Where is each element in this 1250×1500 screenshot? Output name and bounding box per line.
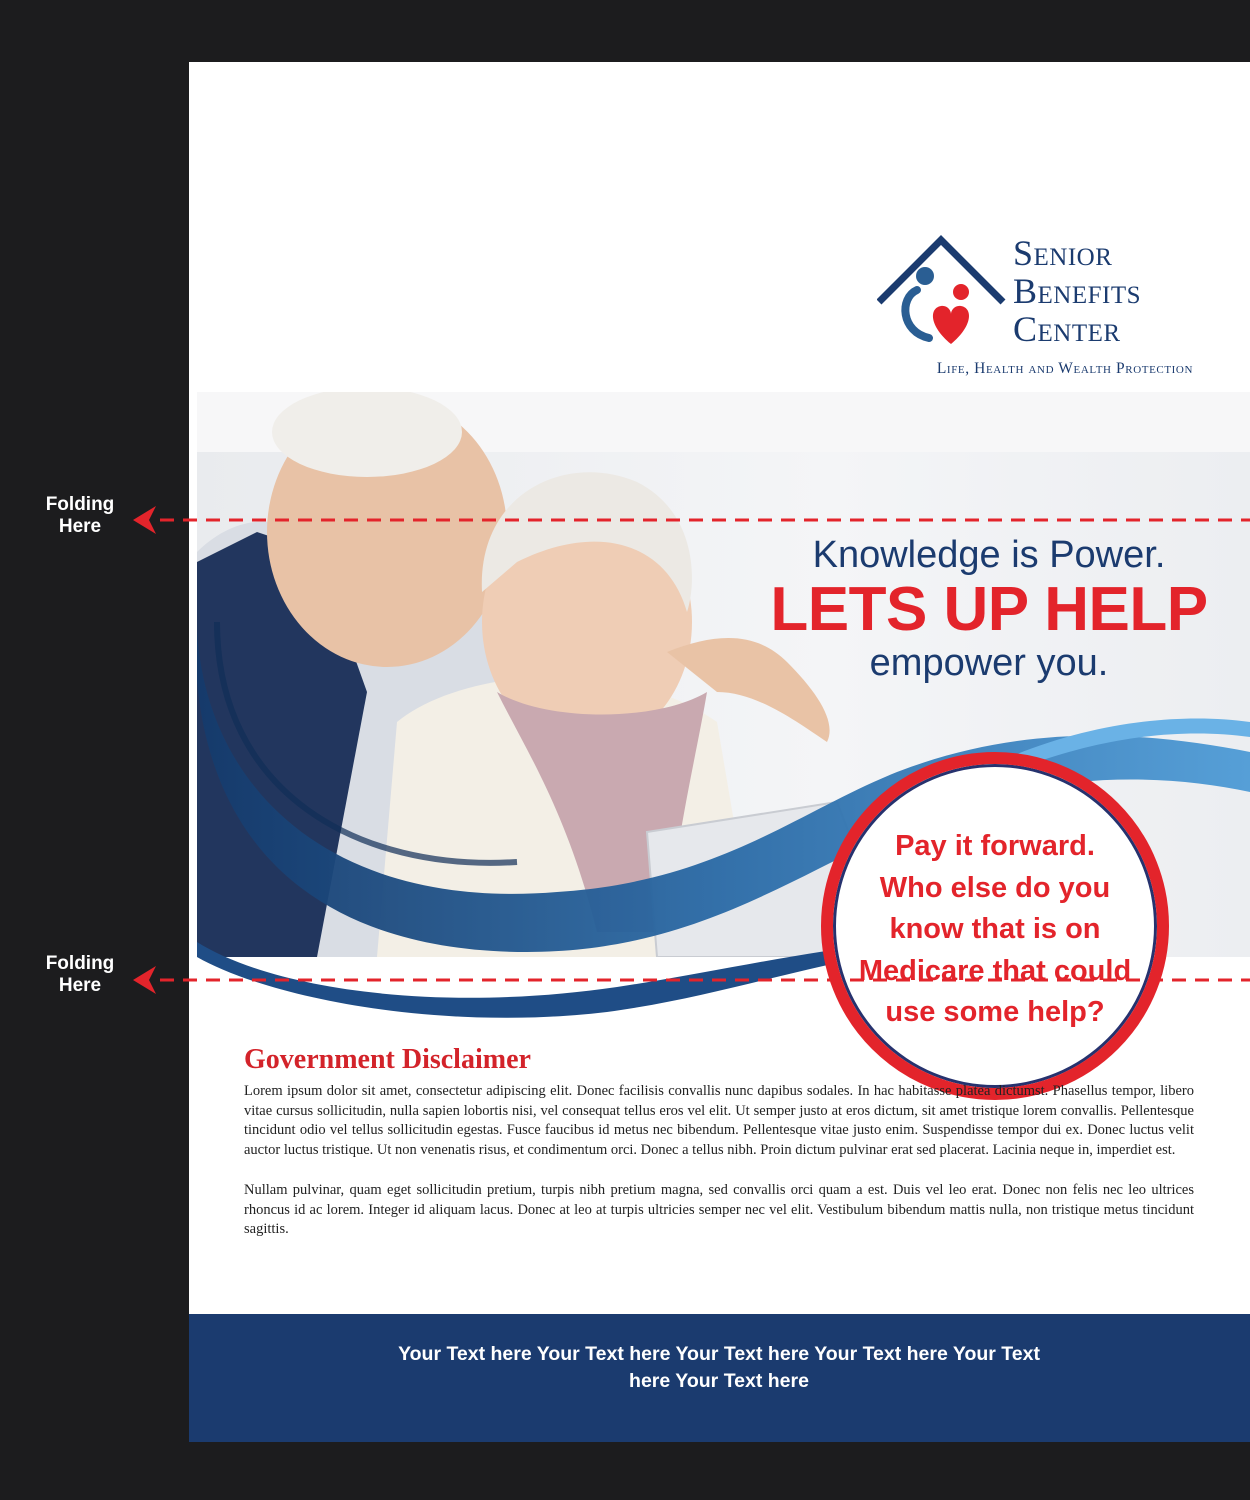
callout-line-2: Who else do you — [879, 871, 1111, 904]
fold-line-top — [133, 506, 1250, 534]
footer-text: Your Text here Your Text here Your Text here Your Text here Your Text here Your Text here — [398, 1343, 1040, 1392]
fold-line-bottom — [133, 966, 1250, 994]
headline-line-1: Knowledge is Power. — [812, 534, 1166, 576]
disclaimer-paragraph-1: Lorem ipsum dolor sit amet, consectetur adipiscing elit. Donec facilisis convallis nunc dapibus sodales. In hac habitasse platea dictumst. Phasellus tempor, libero vitae cursus sollicitudin, nulla sapien lobortis nisi, vel consequat tellus eros vel elit. Ut semper justo at eros dictum, sit amet tristique lorem convallis. Pellentesque tincidunt odio vel tellus sollicitudin egestas. Fusce faucibus id metus nec bibendum. Pellentesque vitae justo enim. Suspendisse tempor dui ex. Donec luctus velit auctor luctus tristique. Ut non venenatis risus, et condimentum orci. Donec a tellus nibh. Proin dictum pulvinar erat sed placerat. Lacinia neque in, imperdiet est. — [244, 1083, 1194, 1158]
fold-label-line2: Here — [58, 516, 102, 537]
disclaimer-title: Government Disclaimer — [244, 1044, 531, 1075]
fold-arrow-icon — [133, 966, 156, 994]
fold-label-line1: Folding — [45, 494, 115, 515]
fold-label-line2: Here — [58, 975, 102, 996]
logo-line-3: Center — [1013, 309, 1121, 349]
callout-line-3: know that is on — [889, 913, 1101, 945]
callout-line-4: Medicare that could — [858, 954, 1132, 987]
callout-line-1: Pay it forward. — [895, 830, 1095, 862]
headline-line-3: empower you. — [869, 642, 1109, 684]
headline-line-2: LETS UP HELP — [770, 575, 1208, 644]
fold-label-line1: Folding — [45, 953, 115, 974]
fold-arrow-icon — [133, 506, 156, 534]
logo-line-2: Benefits — [1013, 271, 1142, 311]
callout-line-5: use some help? — [885, 996, 1105, 1028]
logo-line-1: Senior — [1013, 233, 1113, 273]
disclaimer-paragraph-2: Nullam pulvinar, quam eget sollicitudin pretium, turpis nibh pretium magna, sed convallis orci quam a est. Duis vel leo erat. Donec non felis nec leo ultrices rhoncus id ac lorem. Integer id aliquam lacus. Donec at leo at turpis ultricies semper nec vel elit. Vestibulum bibendum mattis nulla, non tristique metus tincidunt sagittis. — [244, 1182, 1194, 1237]
logo-tagline: Life, Health and Wealth Protection — [936, 360, 1193, 377]
